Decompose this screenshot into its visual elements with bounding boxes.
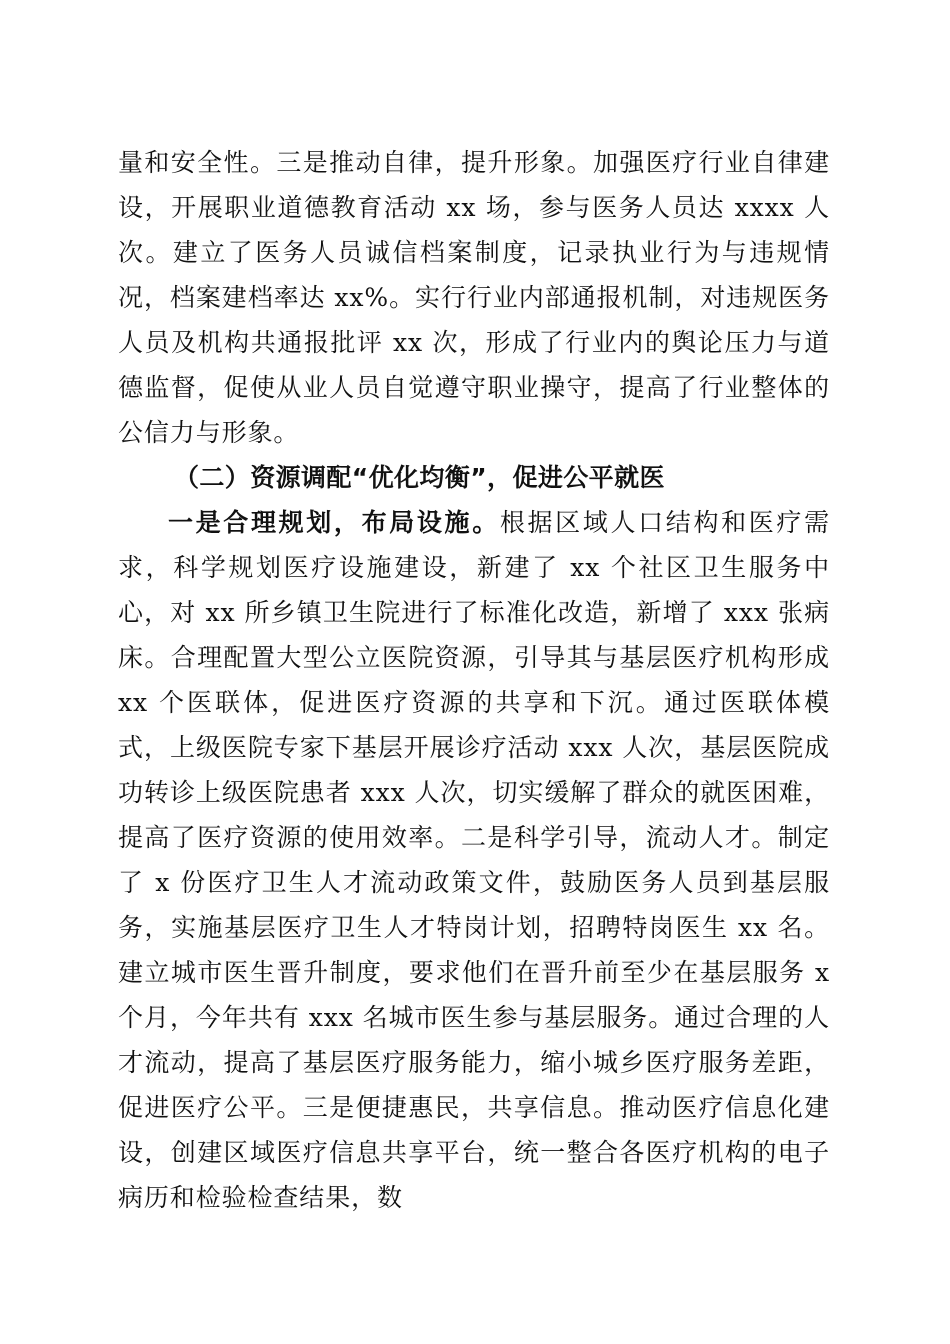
paragraph-lead: 一是合理规划，布局设施。 — [168, 508, 500, 537]
paragraph-resource-allocation — [118, 500, 830, 1220]
paragraph-body: 根据区域人口结构和医疗需求，科学规划医疗设施建设，新建了 xx 个社区卫生服务中心，对 xx 所乡镇卫生院进行了标准化改造，新增了 xxx 张病床。合理配置大型公立医院资源，引导其与基层医疗机构形成 xx 个医联体，促进医疗资源的共享和下沉。通过医联体模式，上级医院专家下基层开展诊疗活动 xxx 人次，基层医院成功转诊上级医院患者 xxx 人次，切实缓解了群众的就医困难，提高了医疗资源的使用效率。二是科学引导，流动人才。制定了 x 份医疗卫生人才流动政策文件，鼓励医务人员到基层服务，实施基层医疗卫生人才特岗计划，招聘特岗医生 xx 名。建立城市医生晋升制度，要求他们在晋升前至少在基层服务 x 个月，今年共有 xxx 名城市医生参与基层服务。通过合理的人才流动，提高了基层医疗服务能力，缩小城乡医疗服务差距，促进医疗公平。三是便捷惠民，共享信息。推动医疗信息化建设，创建区域医疗信息共享平台，统一整合各医疗机构的电子病历和检验检查结果，数 — [118, 508, 830, 1212]
paragraph-continuation: 量和安全性。三是推动自律，提升形象。加强医疗行业自律建设，开展职业道德教育活动 xx 场，参与医务人员达 xxxx 人次。建立了医务人员诚信档案制度，记录执业行为与违规情况，档案建档率达 xx%。实行行业内部通报机制，对违规医务人员及机构共通报批评 xx 次，形成了行业内的舆论压力与道德监督，促使从业人员自觉遵守职业操守，提高了行业整体的公信力与形象。 — [118, 148, 830, 447]
document-body — [118, 140, 830, 1220]
section-heading: （二）资源调配“优化均衡”，促进公平就医 — [174, 463, 665, 492]
